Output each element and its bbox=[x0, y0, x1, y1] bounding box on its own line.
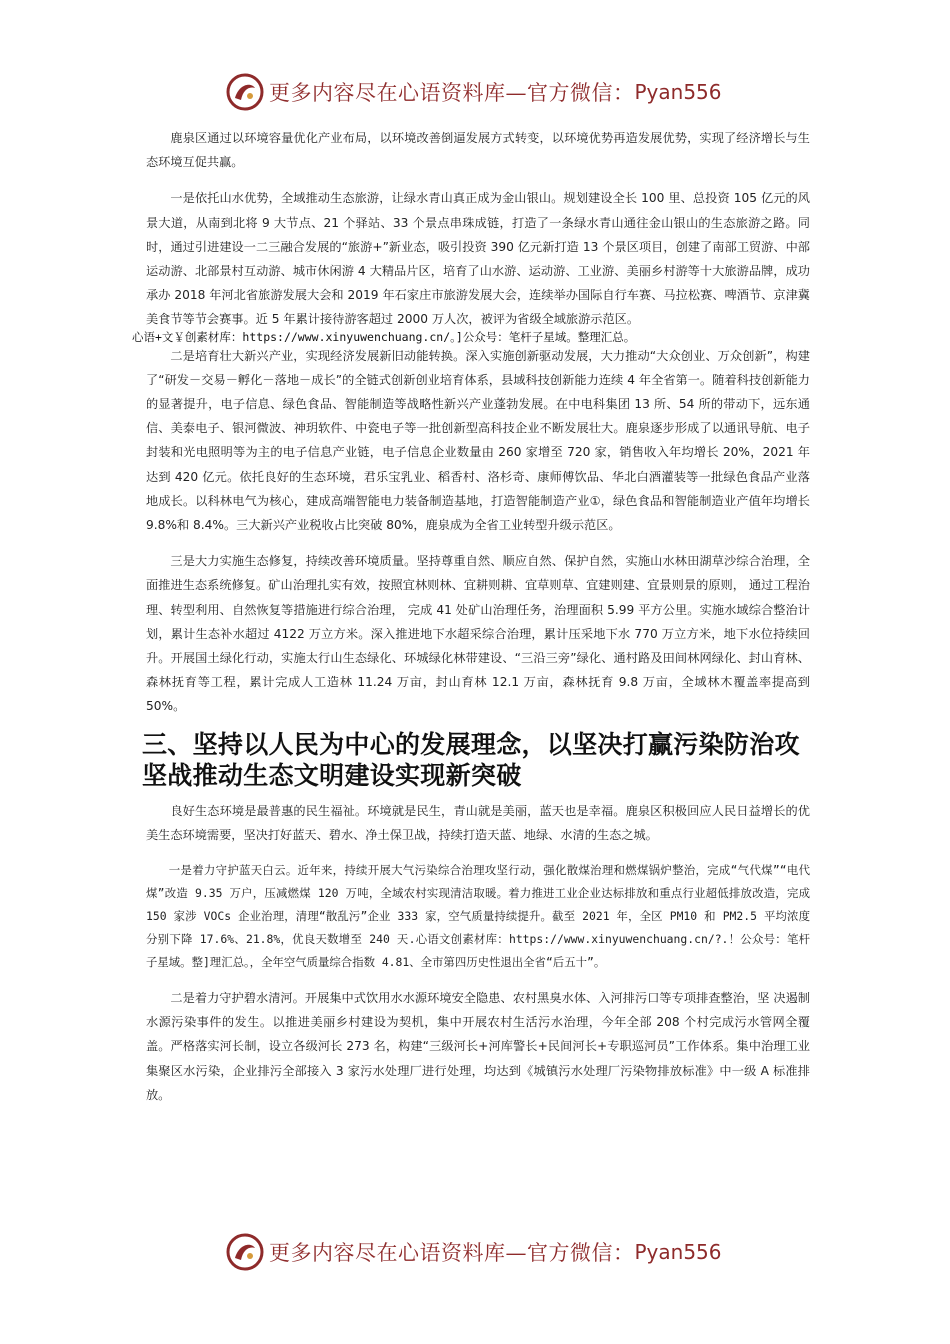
brand-logo-icon bbox=[225, 1232, 265, 1272]
paragraph-intro: 鹿泉区通过以环境容量优化产业布局，以环境改善倒逼发展方式转变，以环境优势再造发展优势，实现了经济增长与生态环境互促共赢。 bbox=[146, 131, 810, 170]
brand-logo-icon bbox=[225, 72, 265, 112]
banner-wechat-id: Pyan556 bbox=[634, 1240, 722, 1264]
paragraph-tourism: 一是依托山水优势，全域推动生态旅游，让绿水青山真正成为金山银山。规划建设全长 100 里、总投资 105 亿元的风景大道，从南到北将 9 大节点、21 个驿站、33 个景点串珠成链，打造了一条绿水青山通往金山银山的生态旅游之路。同时，通过引进建设一二三融合发展的“旅游+”新业态，吸引投资 390 亿元新打造 13 个景区项目，创建了南部工贸游、中部运动游、北部景村互动游、城市休闲游 4 大精品片区，培育了山水游、运动游、工业游、美丽乡村游等十大旅游品牌，成功承办 2018 年河北省旅游发展大会和 2019 年石家庄市旅游发展大会，连续举办国际自行车赛、马拉松赛、啤酒节、京津冀美食节等节会赛事。近 5 年累计接待游客超过 2000 万人次，被评为省级全域旅游示范区。 bbox=[146, 191, 810, 327]
paragraph-industry: 二是培育壮大新兴产业，实现经济发展新旧动能转换。深入实施创新驱动发展，大力推动“大众创业、万众创新”，构建了“研发－交易－孵化－落地－成长”的全链式创新创业培育体系，县域科技创新能力连续 4 年全省第一。随着科技创新能力的显著提升，电子信息、绿色食品、智能制造等战略性新兴产业蓬勃发展。在中电科集团 13 所、54 所的带动下，远东通信、美泰电子、银河微波、神玥软件、中瓷电子等一批创新型高科技企业不断发展壮大。鹿泉逐步形成了以通讯导航、电子封装和光电照明等为主的电子信息产业链，电子信息企业数量由 260 家增至 720 家，销售收入年均增长 20%，2021 年达到 420 亿元。依托良好的生态环境，君乐宝乳业、稻香村、洛杉奇、康师傅饮品、华北白酒灌装等一批绿色食品产业落地成长。以科林电气为核心，建成高端智能电力装备制造基地，打造智能制造产业①，绿色食品和智能制造业产值年均增长 9.8%和 8.4%。三大新兴产业税收占比突破 80%，鹿泉成为全省工业转型升级示范区。 bbox=[146, 348, 810, 533]
banner-text: 更多内容尽在心语资料库—官方微信： bbox=[269, 81, 635, 105]
paragraph-clear-water: 二是着力守护碧水清河。开展集中式饮用水水源环境安全隐患、农村黑臭水体、入河排污口等专项排查整治，坚 决遏制水源污染事件的发生。以推进美丽乡村建设为契机，集中开展农村生活污水治理，今年全部 208 个村完成污水管网全覆盖。严格落实河长制，设立各级河长 273 名，构建“三级河长+河库警长+民间河长+专职巡河员”工作体系。集中治理工业集聚区水污染，企业排污全部接入 3 家污水处理厂进行处理，均达到《城镇污水处理厂污染物排放标准》中一级 A 标准排放。 bbox=[146, 991, 810, 1102]
section-heading: 三、坚持以人民为中心的发展理念，以坚决打赢污染防治攻坚战推动生态文明建设实现新突破 bbox=[142, 729, 800, 790]
paragraph-ecology: 三是大力实施生态修复，持续改善环境质量。坚持尊重自然、顺应自然、保护自然，实施山水林田湖草沙综合治理，全面推进生态系统修复。矿山治理扎实有效，按照宜林则林、宜耕则耕、宜草则草、宜建则建、宜景则景的原则， 通过工程治理、转型利用、自然恢复等措施进行综合治理， 完成 41 处矿山治理任务，治理面积 5.99 平方公里。实施水域综合整治计划，累计生态补水超过 4122 万立方米。深入推进地下水超采综合治理，累计压采地下水 770 万立方米，地下水位持续回升。开展国土绿化行动，实施太行山生态绿化、环城绿化林带建设、“三沿三旁”绿化、通村路及田间林网绿化、封山育林、森林抚育等工程，累计完成人工造林 11.24 万亩，封山育林 12.1 万亩，森林抚育 9.8 万亩，全域林木覆盖率提高到 50%。 bbox=[146, 554, 810, 714]
footer-banner bbox=[225, 1230, 745, 1274]
header-banner bbox=[225, 70, 745, 114]
watermark-text: 心语+文￥创素材库：https://www.xinyuwenchuang.cn/。]公众号：笔杆子星域。整理汇总。 bbox=[132, 329, 636, 344]
paragraph-blue-sky: 一是着力守护蓝天白云。近年来，持续开展大气污染综合治理攻坚行动，强化散煤治理和燃煤锅炉整治，完成“气代煤”“电代煤”改造 9.35 万户，压减燃煤 120 万吨，全域农村实现清洁取暖。着力推进工业企业达标排放和重点行业超低排放改造，完成 150 家涉 VOCs 企业治理，清理“散乱污”企业 333 家，空气质量持续提升。截至 2021 年，全区 PM10 和 PM2.5 平均浓度分别下降 17.6%、21.8%，优良天数增至 240 天.心语文创素材库：https://www.xinyuwenchuang.cn/?.！公众号：笔杆子星域。整]理汇总。，全年空气质量综合指数 4.81、全市第四历史性退出全省“后五十”。 bbox=[146, 863, 810, 970]
banner-text: 更多内容尽在心语资料库—官方微信： bbox=[269, 1241, 635, 1265]
banner-wechat-id: Pyan556 bbox=[634, 80, 722, 104]
paragraph-livelihood: 良好生态环境是最普惠的民生福祉。环境就是民生，青山就是美丽，蓝天也是幸福。鹿泉区积极回应人民日益增长的优美生态环境需要，坚决打好蓝天、碧水、净土保卫战，持续打造天蓝、地绿、水清的生态之城。 bbox=[146, 803, 810, 842]
document-body bbox=[132, 126, 810, 1107]
